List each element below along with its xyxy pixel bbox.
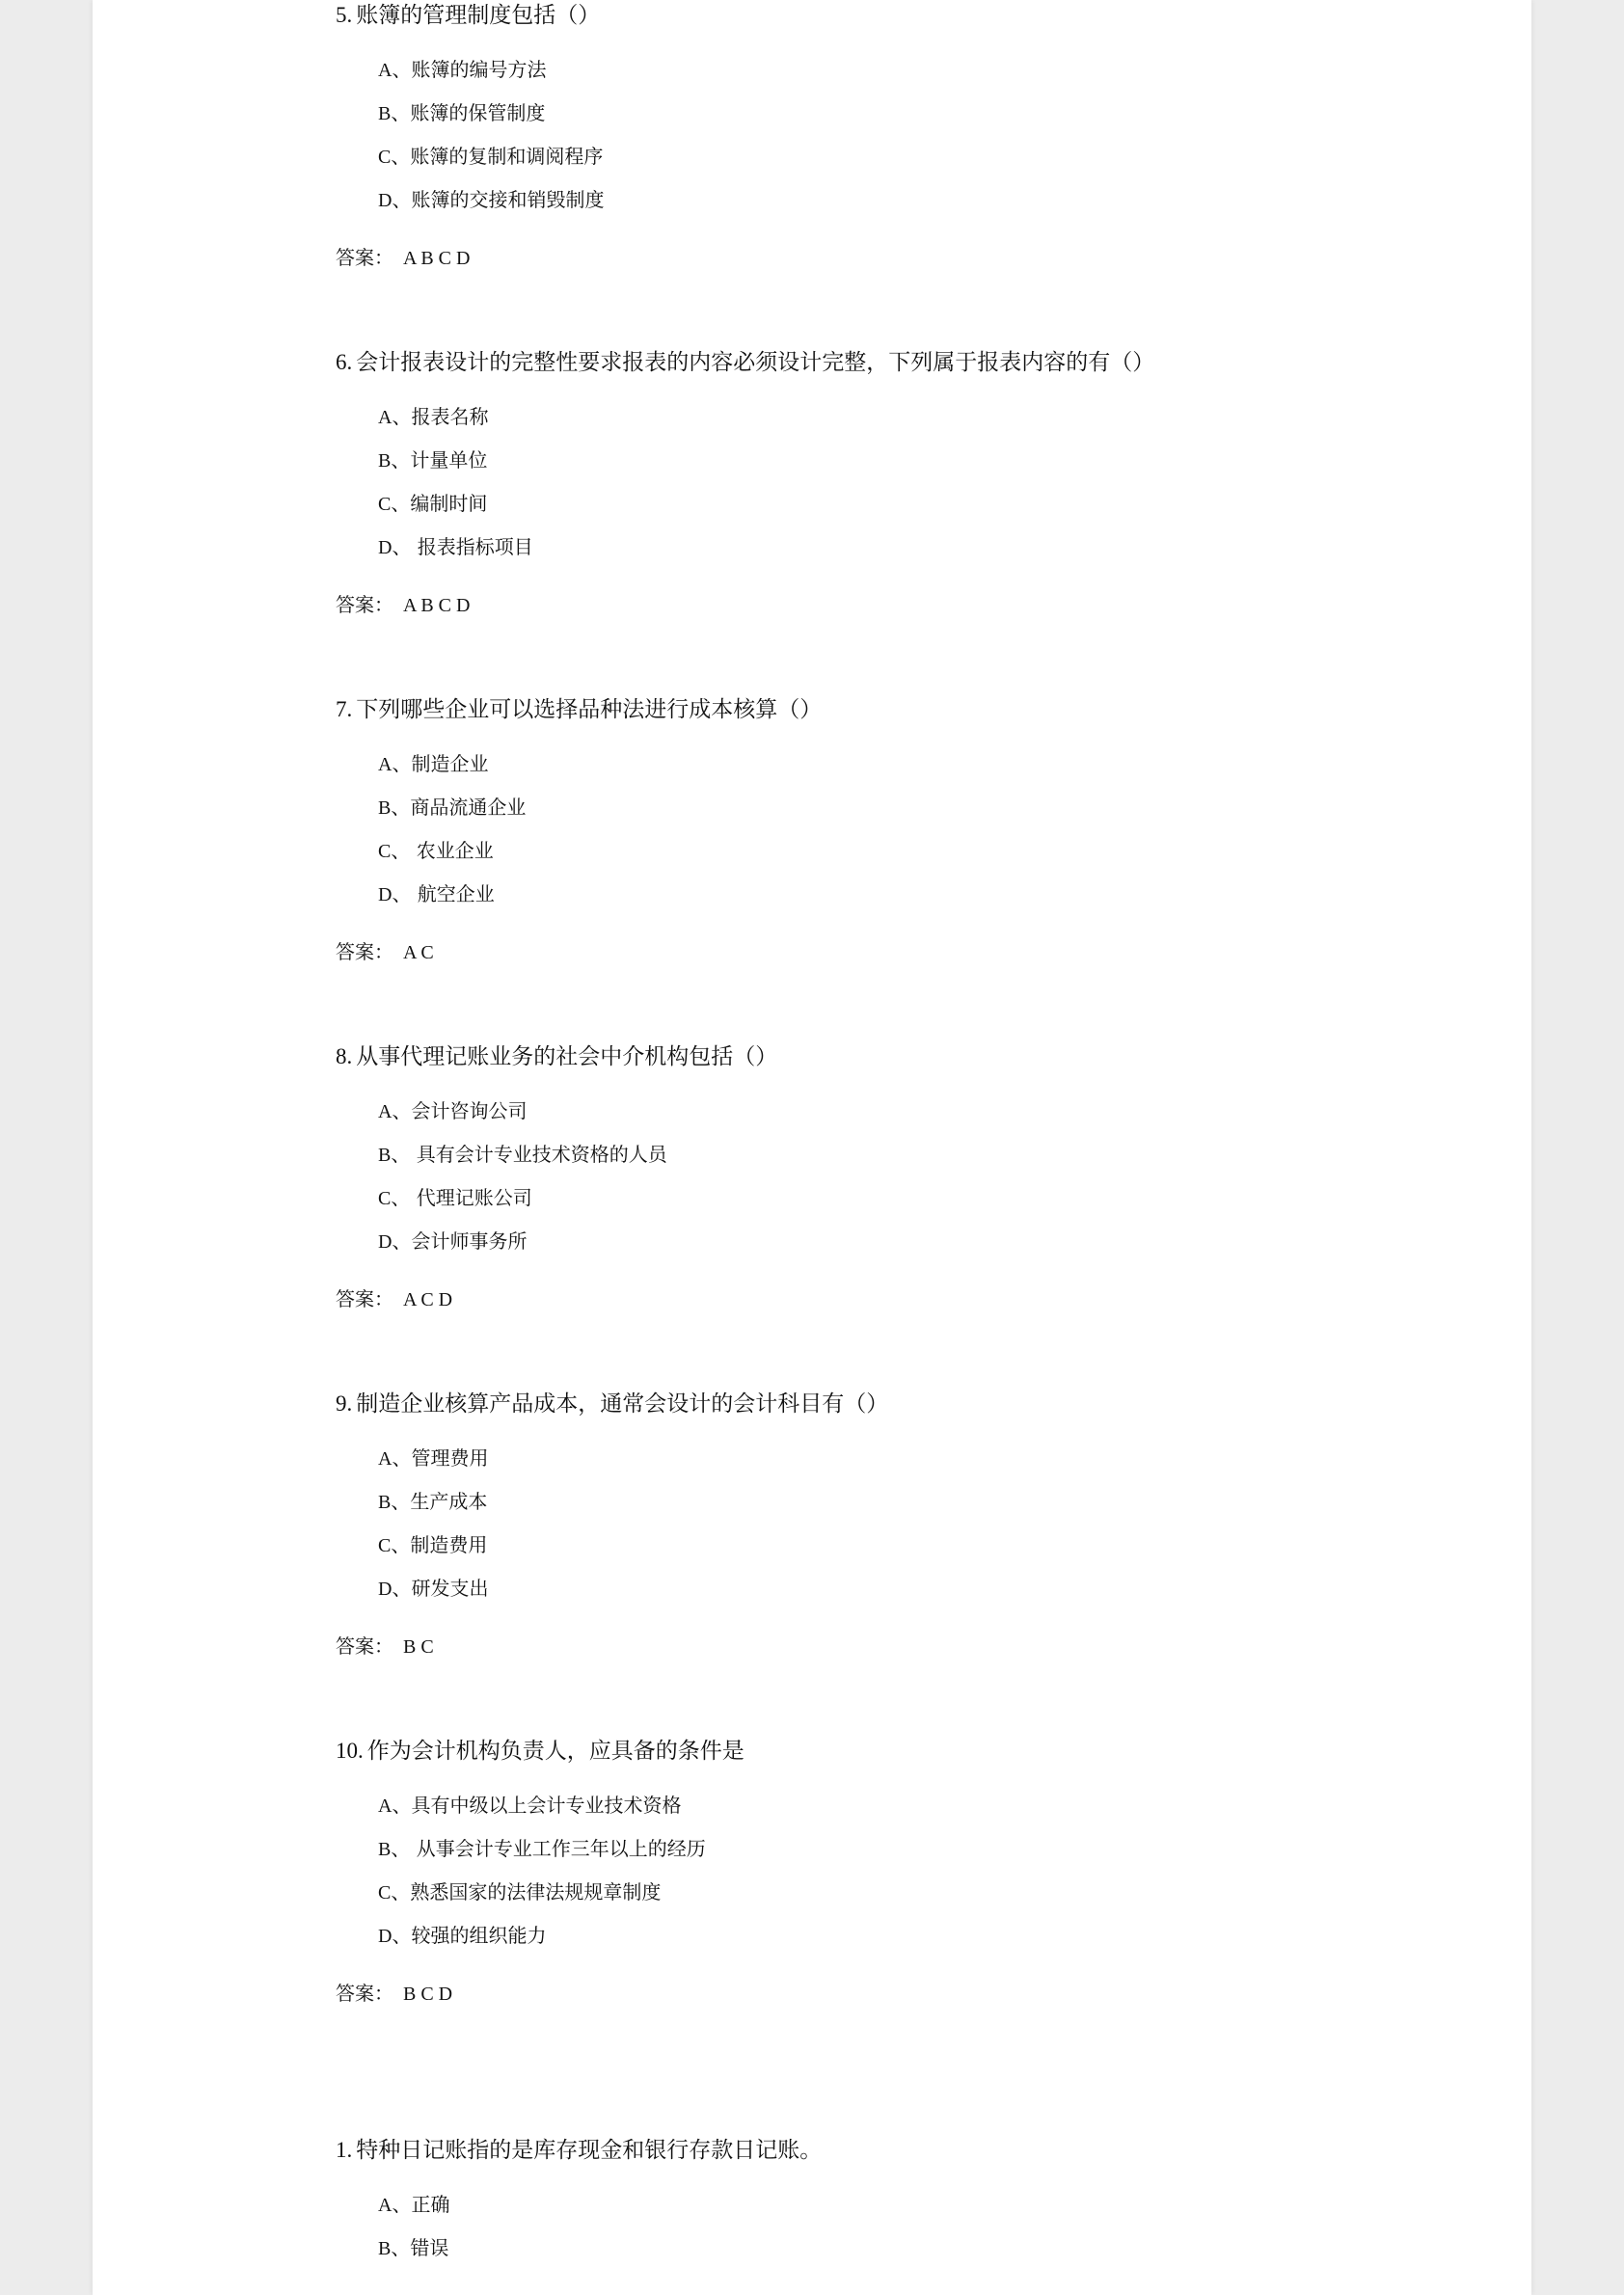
- question-number: 5.: [336, 3, 353, 27]
- question-number: 6.: [336, 350, 353, 374]
- option-a: A、管理费用: [378, 1446, 489, 1470]
- option-a: A、报表名称: [378, 405, 489, 428]
- answer: [336, 1979, 744, 2008]
- question-text: 会计报表设计的完整性要求报表的内容必须设计完整，下列属于报表内容的有（）: [356, 350, 1155, 375]
- question-number: 7.: [336, 697, 353, 721]
- question-10: [336, 1736, 744, 2008]
- option-b: B、错误: [378, 2236, 449, 2259]
- option-a: A、制造企业: [378, 752, 489, 775]
- option-c: C、账簿的复制和调阅程序: [378, 145, 604, 168]
- answer: [336, 1632, 888, 1660]
- question-8: [336, 1041, 777, 1313]
- question-number: 1.: [336, 2138, 353, 2162]
- answer: [336, 1284, 777, 1313]
- question-text: 从事代理记账业务的社会中介机构包括（）: [356, 1044, 778, 1069]
- answer-value: A B C D: [403, 595, 471, 616]
- option-list: [378, 1784, 744, 1958]
- answer-value: B C D: [403, 1984, 453, 2005]
- question-9: [336, 1389, 888, 1660]
- option-d: D、会计师事务所: [378, 1229, 528, 1253]
- option-d: D、 航空企业: [378, 882, 495, 905]
- judgement-question-1: [336, 2135, 822, 2270]
- option-b: B、计量单位: [378, 448, 488, 472]
- question-7: [336, 694, 822, 966]
- option-list: [378, 742, 822, 916]
- question-number: 8.: [336, 1044, 353, 1068]
- question-number: 10.: [336, 1739, 364, 1763]
- question-text: 下列哪些企业可以选择品种法进行成本核算（）: [356, 697, 823, 722]
- answer: [336, 590, 1154, 619]
- question-title: [336, 694, 822, 725]
- option-list: [378, 2183, 822, 2270]
- question-title: [336, 1389, 888, 1419]
- option-list: [378, 1437, 888, 1610]
- option-c: C、 代理记账公司: [378, 1186, 532, 1209]
- option-d: D、 报表指标项目: [378, 535, 533, 558]
- answer: [336, 243, 604, 272]
- question-text: 作为会计机构负责人，应具备的条件是: [366, 1739, 744, 1764]
- answer: [336, 937, 822, 966]
- document-page: [93, 0, 1531, 2295]
- question-text: 制造企业核算产品成本，通常会设计的会计科目有（）: [356, 1391, 889, 1417]
- option-d: D、较强的组织能力: [378, 1924, 547, 1947]
- question-text: 特种日记账指的是库存现金和银行存款日记账。: [356, 2138, 823, 2163]
- answer-label: 答案：: [336, 246, 393, 269]
- answer-value: A C D: [403, 1289, 453, 1310]
- answer-label: 答案：: [336, 593, 393, 616]
- option-list: [378, 48, 604, 222]
- option-a: A、具有中级以上会计专业技术资格: [378, 1794, 682, 1817]
- answer-value: B C: [403, 1636, 434, 1658]
- answer-value: A B C D: [403, 248, 471, 269]
- option-c: C、制造费用: [378, 1533, 488, 1556]
- option-b: B、商品流通企业: [378, 796, 527, 819]
- question-text: 账簿的管理制度包括（）: [356, 3, 601, 28]
- question-title: [336, 2135, 822, 2166]
- answer-label: 答案：: [336, 940, 393, 963]
- question-number: 9.: [336, 1391, 353, 1416]
- option-d: D、账簿的交接和销毁制度: [378, 188, 605, 211]
- question-title: [336, 1041, 777, 1072]
- question-5: [336, 0, 604, 272]
- option-a: A、账簿的编号方法: [378, 58, 547, 81]
- option-d: D、研发支出: [378, 1577, 489, 1600]
- question-title: [336, 1736, 744, 1767]
- option-c: C、 农业企业: [378, 839, 494, 862]
- option-c: C、熟悉国家的法律法规规章制度: [378, 1880, 662, 1904]
- answer-label: 答案：: [336, 1287, 393, 1310]
- option-a: A、正确: [378, 2193, 450, 2216]
- answer-label: 答案：: [336, 1982, 393, 2005]
- question-title: [336, 0, 604, 31]
- answer-value: A C: [403, 942, 434, 963]
- option-c: C、编制时间: [378, 492, 488, 515]
- question-title: [336, 347, 1154, 378]
- option-b: B、 从事会计专业工作三年以上的经历: [378, 1837, 706, 1860]
- option-b: B、账簿的保管制度: [378, 101, 546, 124]
- option-b: B、 具有会计专业技术资格的人员: [378, 1143, 667, 1166]
- option-list: [378, 1090, 777, 1263]
- option-a: A、会计咨询公司: [378, 1099, 528, 1122]
- option-list: [378, 395, 1154, 569]
- option-b: B、生产成本: [378, 1490, 488, 1513]
- answer-label: 答案：: [336, 1634, 393, 1658]
- question-6: [336, 347, 1154, 619]
